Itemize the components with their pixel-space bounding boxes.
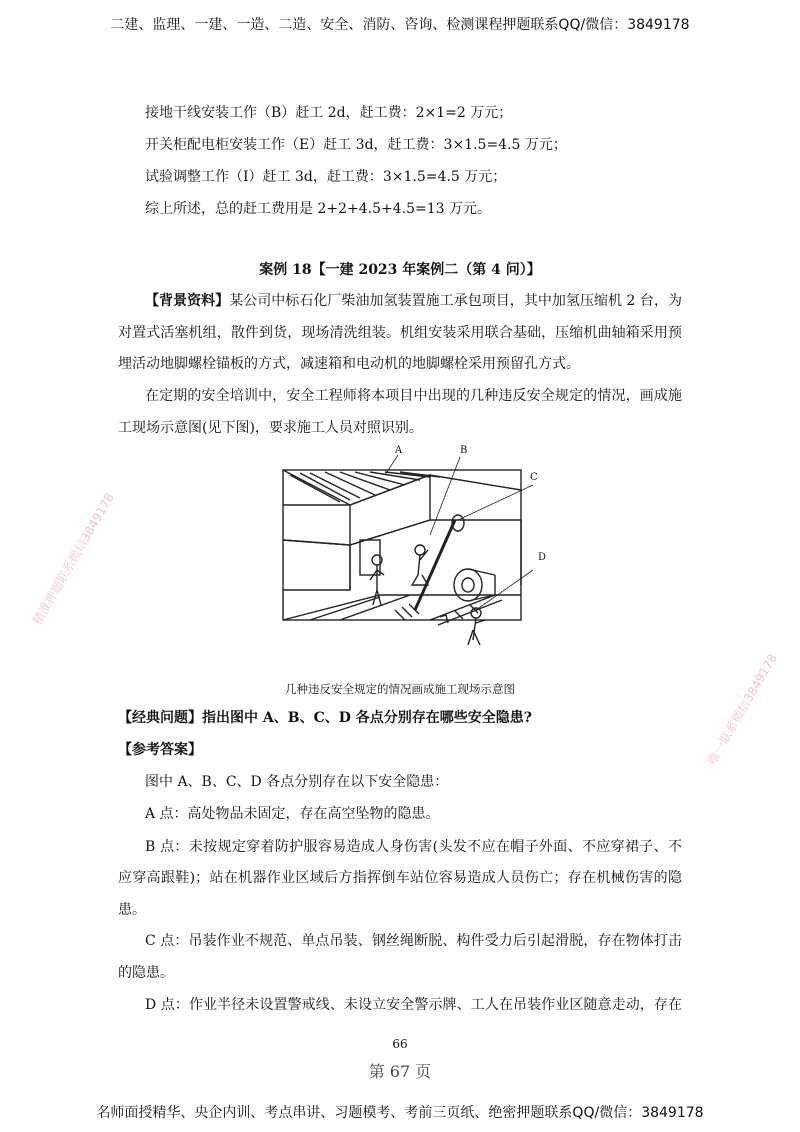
page-header: 二建、监理、一建、一造、二造、安全、消防、咨询、检测课程押题联系QQ/微信：3849178 (110, 17, 690, 33)
answer-b: B 点：未按规定穿着防护服容易造成人身伤害(头发不应在帽子外面、不应穿裙子、不 (145, 839, 682, 855)
figure-label-d: D (538, 552, 547, 563)
intro-line: 综上所述，总的赶工费用是 2+2+4.5+4.5=13 万元。 (145, 201, 491, 217)
watermark: 唯一联系微信3849178 (705, 651, 780, 767)
intro-line: 试验调整工作（I）赶工 3d，赶工费：3×1.5=4.5 万元； (145, 169, 507, 185)
answer-a: A 点：高处物品未固定，存在高空坠物的隐患。 (145, 806, 440, 822)
background-line: 埋活动地脚螺栓锚板的方式，减速箱和电动机的地脚螺栓采用预留孔方式。 (118, 356, 580, 372)
watermark: 精准押题联系微信3849178 (30, 490, 117, 627)
answer-c: C 点：吊装作业不规范、单点吊装、钢丝绳断脱、构件受力后引起滑脱，存在物体打击 (145, 933, 682, 949)
intro-line: 开关柜配电柜安装工作（E）赶工 3d，赶工费：3×1.5=4.5 万元； (145, 137, 567, 153)
page-footer: 名师面授精华、央企内训、考点串讲、习题模考、考前三页纸、绝密押题联系QQ/微信：3849178 (96, 1105, 704, 1121)
answer-intro: 图中 A、B、C、D 各点分别存在以下安全隐患： (145, 774, 449, 790)
background-line: 工现场示意图(见下图)，要求施工人员对照识别。 (118, 420, 423, 436)
background-line: 在定期的安全培训中，安全工程师将本项目中出现的几种违反安全规定的情况，画成施 (145, 388, 682, 404)
intro-line: 接地干线安装工作（B）赶工 2d，赶工费：2×1=2 万元； (145, 105, 513, 121)
page-number: 66 (392, 1037, 408, 1051)
figure-label-a: A (395, 445, 403, 456)
site-illustration (280, 445, 535, 670)
background-text: 某公司中标石化厂柴油加氢装置施工承包项目，其中加氢压缩机 2 台，为 (229, 293, 682, 309)
answer-label: 【参考答案】 (118, 742, 202, 758)
background-line: 对置式活塞机组，散件到货，现场清洗组装。机组安装采用联合基础，压缩机曲轴箱采用预 (118, 325, 682, 341)
page-label: 第 67 页 (368, 1062, 432, 1081)
figure-label-b: B (460, 445, 468, 456)
figure-caption: 几种违反安全规定的情况画成施工现场示意图 (285, 682, 515, 696)
case-title: 案例 18【一建 2023 年案例二（第 4 问）】 (259, 262, 541, 278)
background-label: 【背景资料】 (145, 293, 230, 309)
figure-label-c: C (530, 472, 538, 483)
background-paragraph (145, 291, 682, 311)
answer-d: D 点：作业半径未设置警戒线、未设立安全警示牌、工人在吊装作业区随意走动，存在 (145, 997, 682, 1013)
answer-c-line: 的隐患。 (118, 965, 174, 981)
answer-b-line: 应穿高跟鞋)；站在机器作业区域后方指挥倒车站位容易造成人员伤亡；存在机械伤害的隐 (118, 870, 682, 886)
question: 【经典问题】指出图中 A、B、C、D 各点分别存在哪些安全隐患? (118, 710, 532, 726)
answer-b-line: 患。 (118, 902, 146, 918)
